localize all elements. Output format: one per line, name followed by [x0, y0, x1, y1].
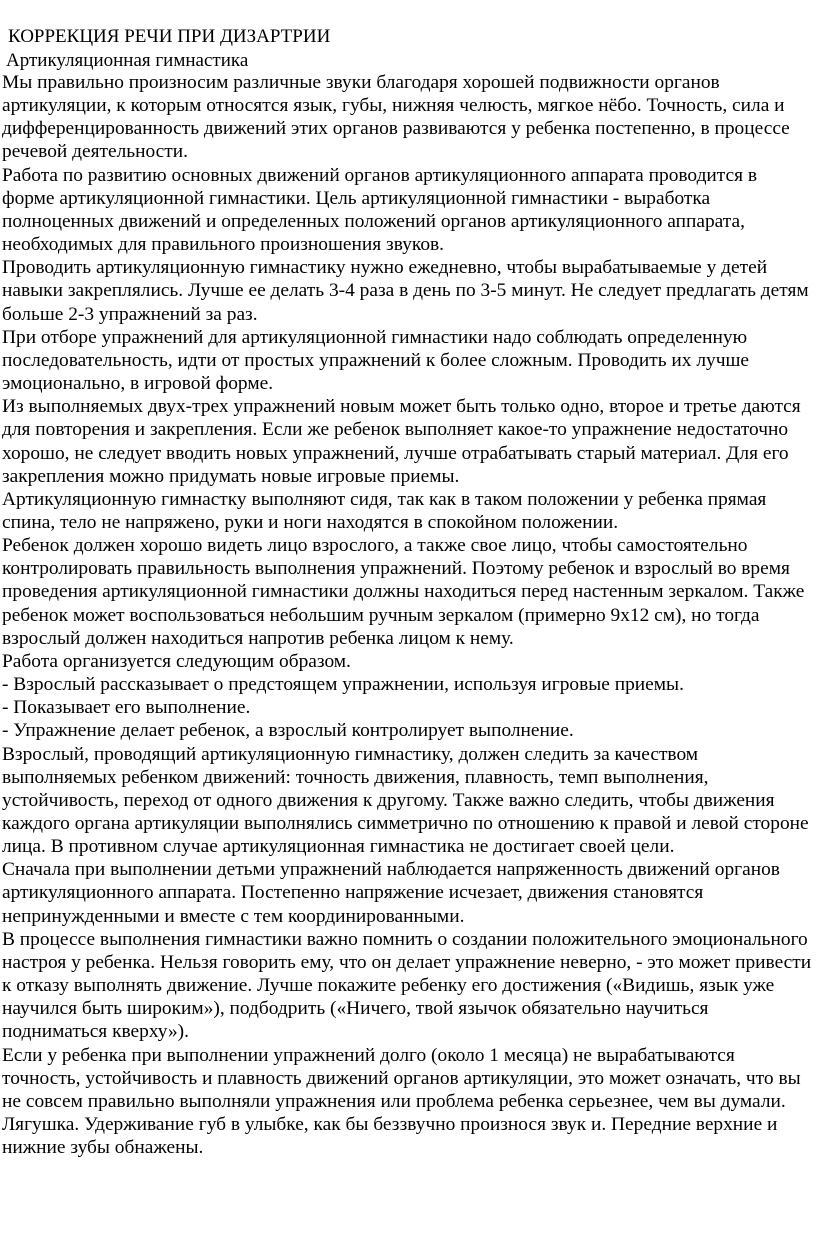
paragraph: При отборе упражнений для артикуляционной гимнастики надо соблюдать определенную последовательность, идти от простых упражнений к более сложным. Проводить их лучше эмоционально, в игровой форме.	[2, 326, 749, 395]
paragraph: Ребенок должен хорошо видеть лицо взрослого, а также свое лицо, чтобы самостоятельно контролировать правильность выполнения упражнений. Поэтому ребенок и взрослый во время проведения артикуляционной гимнастики должны находиться перед настенным зеркалом. Также ребенок может воспользоваться небольшим ручным зеркалом (примерно 9х12 см), но тогда взрослый должен находиться напротив ребенка лицом к нему.	[2, 535, 805, 649]
paragraph: Лягушка. Удерживание губ в улыбке, как бы беззвучно произнося звук и. Передние верхние и нижние зубы обнажены.	[2, 1114, 778, 1159]
paragraph: Работа по развитию основных движений органов артикуляционного аппарата проводится в форме артикуляционной гимнастики. Цель артикуляционной гимнастики - выработка полноценных движений и определенных положений органов артикуляционного аппарата, необходимых для правильного произношения звуков.	[2, 164, 758, 256]
document-title: КОРРЕКЦИЯ РЕЧИ ПРИ ДИЗАРТРИИ	[8, 26, 331, 47]
list-item: - Взрослый рассказывает о предстоящем упражнении, используя игровые приемы.	[2, 674, 684, 696]
paragraph: В процессе выполнения гимнастики важно помнить о создании положительного эмоционального настроя у ребенка. Нельзя говорить ему, что он делает упражнение неверно, - это может привести к отказу выполнять движение. Лучше покажите ребенку его достижения («Видишь, язык уже научился быть широким»), подбодрить («Ничего, твой язычок обязательно научиться подниматься кверху»).	[2, 928, 812, 1043]
paragraph: Проводить артикуляционную гимнастику нужно ежедневно, чтобы вырабатываемые у детей навыки закреплялись. Лучше ее делать 3-4 раза в день по 3-5 минут. Не следует предлагать детям больше 2-3 упражнений за раз.	[2, 257, 809, 325]
paragraph: Сначала при выполнении детьми упражнений наблюдается напряженность движений органов артикуляционного аппарата. Постепенно напряжение исчезает, движения становятся непринужденными и вместе с тем координированными.	[2, 859, 780, 927]
paragraph: Взрослый, проводящий артикуляционную гимнастику, должен следить за качеством выполняемых ребенком движений: точность движения, плавность, темп выполнения, устойчивость, переход от одного движения к другому. Также важно следить, чтобы движения каждого органа артикуляции выполнялись симметрично по отношению к правой и левой стороне лица. В противном случае артикуляционная гимнастика не достигает своей цели.	[2, 743, 809, 858]
paragraph: Если у ребенка при выполнении упражнений долго (около 1 месяца) не вырабатываются точность, устойчивость и плавность движений органов артикуляции, это может означать, что вы не совсем правильно выполняли упражнения или проблема ребенка серьезнее, чем вы думали.	[2, 1044, 801, 1112]
list-item: - Показывает его выполнение.	[2, 697, 251, 719]
paragraph: Работа организуется следующим образом.	[2, 650, 351, 672]
list-item: - Упражнение делает ребенок, а взрослый контролирует выполнение.	[2, 720, 574, 742]
document-body	[2, 71, 814, 1159]
document-subtitle: Артикуляционная гимнастика	[6, 50, 249, 71]
paragraph: Из выполняемых двух-трех упражнений новым может быть только одно, второе и третье даются для повторения и закрепления. Если же ребенок выполняет какое-то упражнение недостаточно хорошо, не следует вводить новых упражнений, лучше отрабатывать старый материал. Для его закрепления можно придумать новые игровые приемы.	[2, 396, 801, 487]
paragraph: Артикуляционную гимнастку выполняют сидя, так как в таком положении у ребенка прямая спина, тело не напряжено, руки и ноги находятся в спокойном положении.	[2, 488, 767, 533]
paragraph: Мы правильно произносим различные звуки благодаря хорошей подвижности органов артикуляции, к которым относятся язык, губы, нижняя челюсть, мягкое нёбо. Точность, сила и дифференцированность движений этих органов развиваются у ребенка постепенно, в процессе речевой деятельности.	[2, 72, 790, 163]
